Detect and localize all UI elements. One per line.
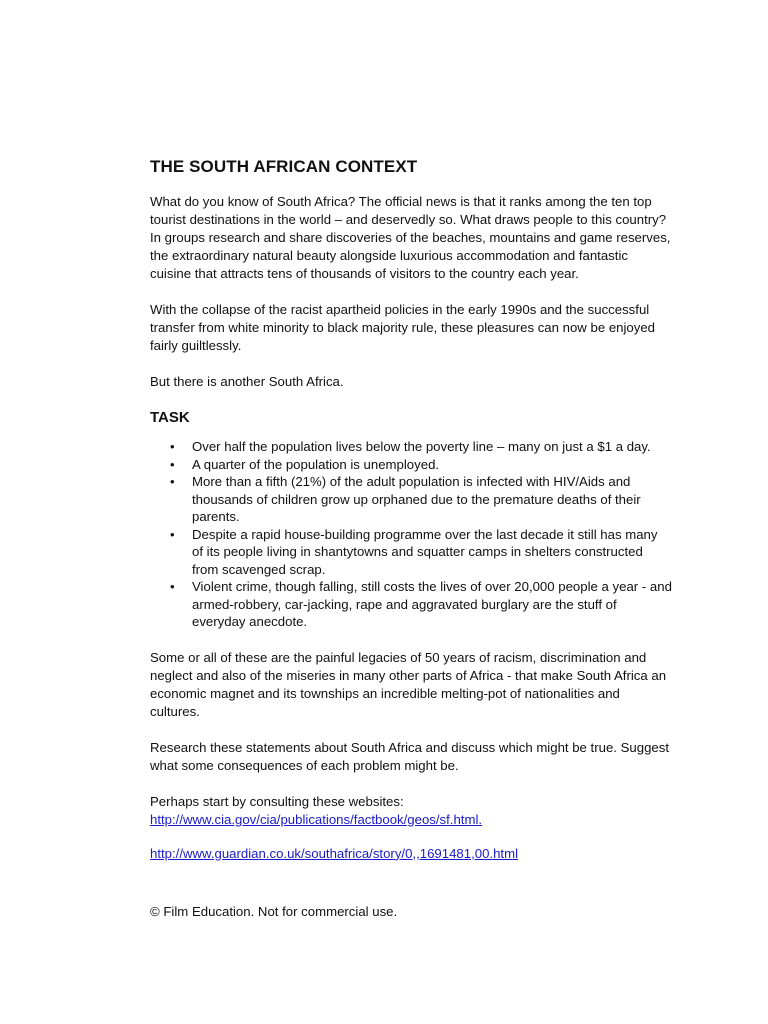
task-item-text: Despite a rapid house-building programme over the last decade it still has many of its people living in shantytowns and squatter camps in shelters constructed from scavenged scrap. xyxy=(192,526,658,577)
task-list xyxy=(150,438,672,631)
bullet-icon: • xyxy=(170,439,175,454)
websites-section xyxy=(150,793,672,863)
page-title: THE SOUTH AFRICAN CONTEXT xyxy=(150,157,418,176)
task-item xyxy=(170,438,672,456)
document-page xyxy=(150,157,672,921)
guardian-link[interactable]: http://www.guardian.co.uk/southafrica/story/0,,1691481,00.html xyxy=(150,845,518,861)
bullet-icon: • xyxy=(170,456,175,472)
task-item xyxy=(170,578,672,631)
websites-intro: Perhaps start by consulting these websites: xyxy=(150,793,404,809)
intro-paragraph-3: But there is another South Africa. xyxy=(150,374,344,389)
task-heading: TASK xyxy=(150,409,190,426)
task-item-text: Over half the population lives below the poverty line – many on just a $1 a day. xyxy=(192,439,651,454)
task-item-text: More than a fifth (21%) of the adult population is infected with HIV/Aids and thousands of children grow up orphaned due to the premature deaths of their parents. xyxy=(192,474,641,524)
task-item xyxy=(170,526,672,579)
bullet-icon: • xyxy=(170,526,175,542)
copyright-footer: © Film Education. Not for commercial use. xyxy=(150,903,398,919)
intro-paragraph-2: With the collapse of the racist apartheid policies in the early 1990s and the successful transfer from white minority to black majority rule, these pleasures can now be enjoyed fairly guiltlessly. xyxy=(150,302,656,353)
closing-paragraph-2: Research these statements about South Africa and discuss which might be true. Suggest what some consequences of each problem might be. xyxy=(150,739,669,773)
intro-paragraph-1: What do you know of South Africa? The official news is that it ranks among the ten top tourist destinations in the world – and deservedly so. What draws people to this country? In groups research and share discoveries of the beaches, mountains and game reserves, the extraordinary natural beauty alongside luxurious accommodation and fantastic cuisine that attracts tens of thousands of visitors to the country each year. xyxy=(150,194,671,281)
closing-paragraph-1: Some or all of these are the painful legacies of 50 years of racism, discrimination and neglect and also of the miseries in many other parts of Africa - that make South Africa an economic magnet and its townships an incredible melting-pot of nationalities and cultures. xyxy=(150,649,667,719)
bullet-icon: • xyxy=(170,474,175,489)
task-item xyxy=(170,473,672,526)
task-item xyxy=(170,456,672,474)
bullet-icon: • xyxy=(170,579,175,594)
cia-factbook-link[interactable]: http://www.cia.gov/cia/publications/factbook/geos/sf.html. xyxy=(150,811,483,827)
task-item-text: Violent crime, though falling, still costs the lives of over 20,000 people a year - and armed-robbery, car-jacking, rape and aggravated burglary are the stuff of everyday anecdote. xyxy=(192,579,672,629)
task-item-text: A quarter of the population is unemployed. xyxy=(192,456,440,472)
